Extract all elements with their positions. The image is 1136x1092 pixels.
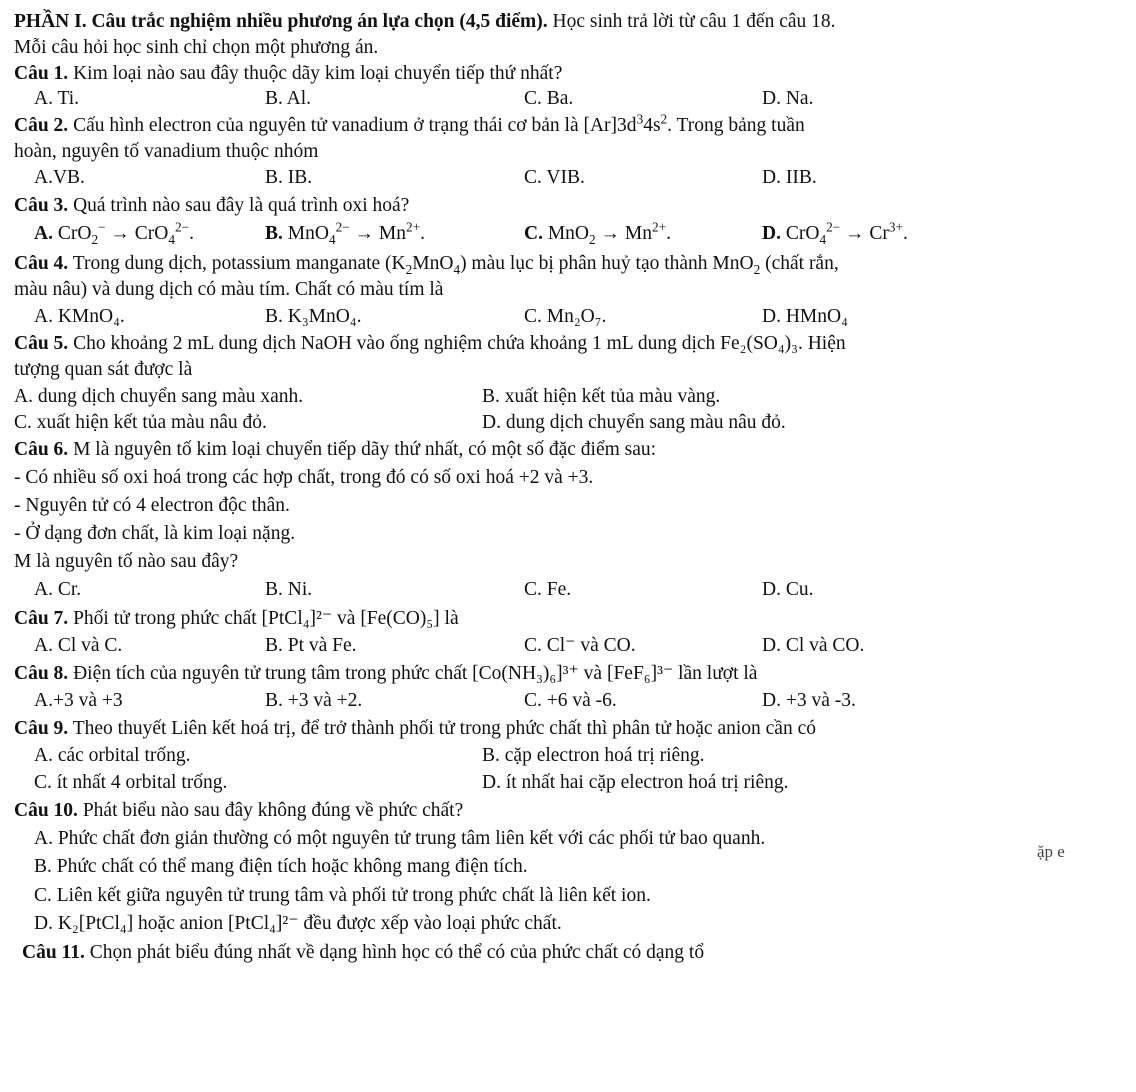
stray-text: ặp e [1037,842,1065,861]
question-4: Câu 4. Trong dung dịch, potassium manganate $(K_2MnO_4)$ màu lục bị phân huỷ tạo thành MnO$_2$ (chất rắn, [14,253,839,277]
question-6-bullet-2: - Nguyên tử có 4 electron độc thân. [14,495,290,516]
option-d[interactable]: D. +3 và -3. [762,690,856,711]
option-d[interactable]: D. $CrO_4^{2-} \to Cr^{3+}$. [762,219,908,247]
question-11 [22,941,1136,965]
question-label: Câu 6. [14,439,69,460]
question-text: Kim loại nào sau đây thuộc dãy kim loại chuyển tiếp thứ nhất? [73,63,563,84]
question-label: Câu 3. [14,195,69,216]
question-label: Câu 7. [14,608,69,629]
option-a[interactable]: A. CrO$_2$− → CrO$_4^{2-}$. [34,219,194,247]
option-b[interactable]: B. Al. [265,88,312,109]
option-b[interactable]: B. Phức chất có thể mang điện tích hoặc không mang điện tích. [34,856,528,877]
question-label: Câu 5. [14,333,69,354]
question-text: Phát biểu nào sau đây không đúng về phức chất? [82,800,464,821]
question-text: M là nguyên tố kim loại chuyển tiếp dãy thứ nhất, có một số đặc điểm sau: [73,439,657,460]
option-c[interactable]: C. Mn₂O₇. [524,306,607,327]
option-d[interactable]: D. K₂[PtCl₄] hoặc anion [PtCl₄]²⁻ đều được xếp vào loại phức chất. [34,913,562,934]
section-title: PHẦN I. Câu trắc nghiệm nhiều phương án lựa chọn (4,5 điểm). [14,11,548,32]
option-c[interactable]: C. Ba. [524,88,574,109]
option-a[interactable]: A.+3 và +3 [34,690,123,711]
question-7 [14,607,1136,631]
option-c[interactable]: C. $MnO_2 \to Mn^{2+}$. [524,219,671,247]
option-b[interactable]: B. cặp electron hoá trị riêng. [482,745,705,766]
question-10 [14,799,1136,823]
question-6-bullet-3: - Ở dạng đơn chất, là kim loại nặng. [14,523,296,544]
electron-config: $[Ar]3d^34s^2$ [583,111,668,136]
option-d[interactable]: D. ít nhất hai cặp electron hoá trị riêng. [482,772,789,793]
option-a[interactable]: A. Ti. [34,88,79,109]
option-c[interactable]: C. +6 và -6. [524,690,617,711]
option-b[interactable]: B. $MnO_4^{2-} \to Mn^{2+}$. [265,219,425,247]
question-label: Câu 2. [14,115,69,136]
question-2: Câu 2. Cấu hình electron của nguyên tử vanadium ở trạng thái cơ bản là $[Ar]3d^34s^2$. Trong bảng tuần [14,111,805,136]
question-text: Quá trình nào sau đây là quá trình oxi hoá? [73,195,410,216]
question-8 [14,662,1136,686]
option-d[interactable]: D. Na. [762,88,814,109]
option-a[interactable]: A. dung dịch chuyển sang màu xanh. [14,386,304,407]
question-1 [14,62,1136,86]
question-9 [14,717,1136,741]
option-b[interactable]: B. IB. [265,167,313,188]
question-label: Câu 9. [14,718,69,739]
option-b[interactable]: B. xuất hiện kết tủa màu vàng. [482,386,721,407]
option-c[interactable]: C. VIB. [524,167,585,188]
option-b[interactable]: B. K₃MnO₄. [265,306,362,327]
option-b[interactable]: B. +3 và +2. [265,690,363,711]
question-label: Câu 1. [14,63,69,84]
question-6-bullet-1: - Có nhiều số oxi hoá trong các hợp chất, trong đó có số oxi hoá +2 và +3. [14,467,594,488]
question-text: Điện tích của nguyên tử trung tâm trong phức chất [Co(NH₃)₆]³⁺ và [FeF₆]³⁻ lần lượt là [73,663,758,684]
option-c[interactable]: C. ít nhất 4 orbital trống. [34,772,228,793]
question-6 [14,438,1136,462]
question-text: Cho khoảng 2 mL dung dịch NaOH vào ống nghiệm chứa khoảng 1 mL dung dịch Fe₂(SO₄)₃. Hiện [73,333,846,354]
option-c[interactable]: C. xuất hiện kết tủa màu nâu đỏ. [14,412,267,433]
question-6-ask: M là nguyên tố nào sau đây? [14,551,239,572]
section-note: Mỗi câu hỏi học sinh chỉ chọn một phương án. [14,37,379,58]
question-label: Câu 8. [14,663,69,684]
question-text: Cấu hình electron của nguyên tử vanadium ở trạng thái cơ bản là [73,115,579,136]
option-a[interactable]: A. các orbital trống. [34,745,191,766]
section-header [14,10,1136,34]
question-text: Phối tử trong phức chất [PtCl₄]²⁻ và [Fe(CO)₅] là [73,608,459,629]
option-b[interactable]: B. Ni. [265,579,313,600]
option-a[interactable]: A.VB. [34,167,85,188]
question-4-cont: màu nâu) và dung dịch có màu tím. Chất có màu tím là [14,279,444,300]
section-instruction: Học sinh trả lời từ câu 1 đến câu 18. [552,11,836,32]
option-b[interactable]: B. Pt và Fe. [265,635,357,656]
option-d[interactable]: D. dung dịch chuyển sang màu nâu đỏ. [482,412,786,433]
question-3 [14,194,1136,218]
question-label: Câu 10. [14,800,78,821]
option-d[interactable]: D. HMnO₄ [762,306,848,327]
option-d[interactable]: D. Cl và CO. [762,635,865,656]
question-5 [14,332,1136,356]
question-label: Câu 11. [22,942,85,963]
option-c[interactable]: C. Cl⁻ và CO. [524,635,636,656]
option-a[interactable]: A. Phức chất đơn giản thường có một nguyên tử trung tâm liên kết với các phối tử bao quanh. [34,828,766,849]
option-a[interactable]: A. Cl và C. [34,635,123,656]
question-text: Theo thuyết Liên kết hoá trị, để trở thành phối tử trong phức chất thì phân tử hoặc anion cần có [72,718,816,739]
option-d[interactable]: D. IIB. [762,167,817,188]
question-label: Câu 4. [14,253,69,274]
question-5-cont: tượng quan sát được là [14,359,193,380]
option-c[interactable]: C. Liên kết giữa nguyên tử trung tâm và phối tử trong phức chất là liên kết ion. [34,885,651,906]
option-a[interactable]: A. KMnO₄. [34,306,125,327]
question-2-cont: hoàn, nguyên tố vanadium thuộc nhóm [14,141,319,162]
option-d[interactable]: D. Cu. [762,579,814,600]
option-c[interactable]: C. Fe. [524,579,572,600]
question-text: Chọn phát biểu đúng nhất về dạng hình học có thể có của phức chất có dạng tổ [89,942,705,963]
option-a[interactable]: A. Cr. [34,579,82,600]
